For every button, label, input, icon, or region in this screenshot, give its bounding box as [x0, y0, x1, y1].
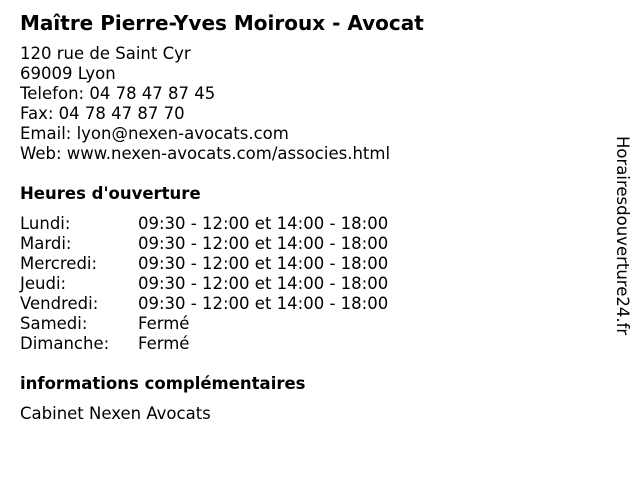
contact-block — [20, 44, 390, 164]
hours-row-wednesday — [20, 254, 388, 274]
info-heading: informations complémentaires — [20, 374, 306, 393]
hours-day: Mardi: — [20, 234, 72, 253]
info-text: Cabinet Nexen Avocats — [20, 404, 211, 423]
hours-time: 09:30 - 12:00 et 14:00 - 18:00 — [138, 254, 389, 273]
hours-time: 09:30 - 12:00 et 14:00 - 18:00 — [138, 274, 389, 293]
hours-day: Jeudi: — [20, 274, 67, 293]
hours-day: Lundi: — [20, 214, 71, 233]
hours-day: Mercredi: — [20, 254, 98, 273]
hours-heading: Heures d'ouverture — [20, 184, 201, 203]
hours-table — [20, 214, 388, 354]
hours-row-friday — [20, 294, 388, 314]
street-address: 120 rue de Saint Cyr — [20, 44, 191, 63]
hours-time: Fermé — [138, 334, 190, 353]
hours-row-sunday — [20, 334, 388, 354]
hours-row-thursday — [20, 274, 388, 294]
hours-day: Vendredi: — [20, 294, 99, 313]
hours-row-monday — [20, 214, 388, 234]
hours-time: 09:30 - 12:00 et 14:00 - 18:00 — [138, 214, 389, 233]
page-title: Maître Pierre-Yves Moiroux - Avocat — [20, 11, 424, 35]
hours-day: Samedi: — [20, 314, 88, 333]
hours-day: Dimanche: — [20, 334, 110, 353]
fax-line: Fax: 04 78 47 87 70 — [20, 104, 185, 123]
email-line: Email: lyon@nexen-avocats.com — [20, 124, 289, 143]
web-line: Web: www.nexen-avocats.com/associes.html — [20, 144, 391, 163]
hours-time: 09:30 - 12:00 et 14:00 - 18:00 — [138, 294, 389, 313]
hours-row-saturday — [20, 314, 388, 334]
site-watermark: Horairesdouverture24.fr — [613, 136, 632, 336]
phone-line: Telefon: 04 78 47 87 45 — [20, 84, 216, 103]
hours-time: Fermé — [138, 314, 190, 333]
hours-time: 09:30 - 12:00 et 14:00 - 18:00 — [138, 234, 389, 253]
hours-row-tuesday — [20, 234, 388, 254]
city-address: 69009 Lyon — [20, 64, 116, 83]
